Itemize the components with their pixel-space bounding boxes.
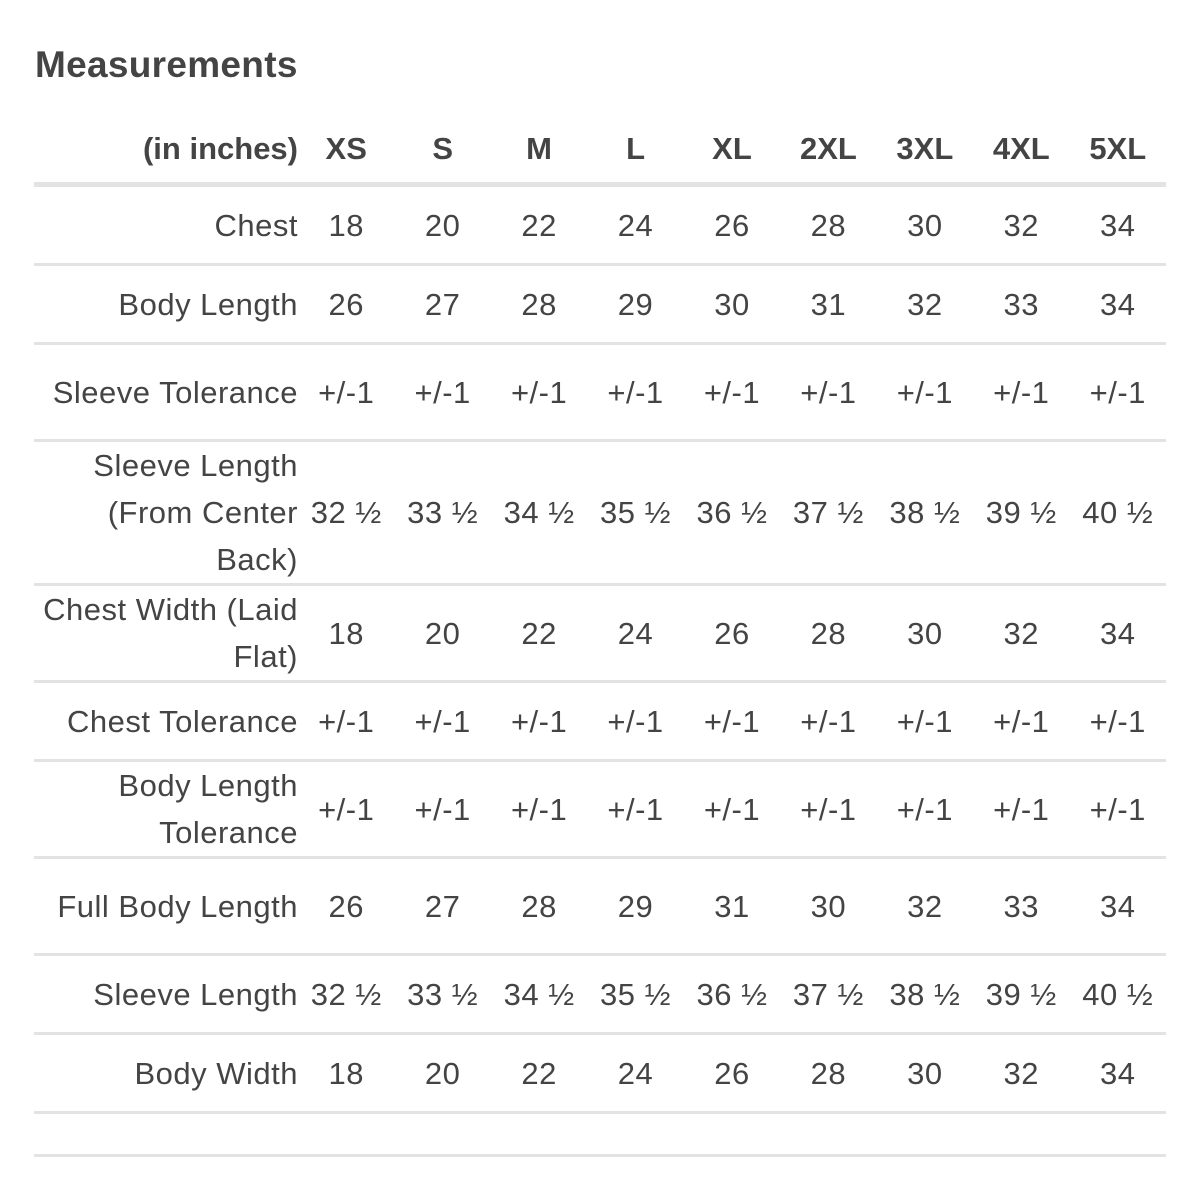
measurement-cell: +/-1 bbox=[587, 344, 683, 441]
measurement-cell: 29 bbox=[587, 858, 683, 955]
measurement-cell: 40 ½ bbox=[1070, 441, 1167, 585]
measurement-cell: +/-1 bbox=[684, 761, 780, 858]
measurement-cell: 33 ½ bbox=[394, 955, 490, 1034]
measurement-cell: +/-1 bbox=[684, 682, 780, 761]
measurement-cell: 24 bbox=[587, 185, 683, 265]
measurement-cell: 33 bbox=[973, 858, 1069, 955]
measurement-cell: 24 bbox=[587, 585, 683, 682]
measurement-cell: 20 bbox=[394, 185, 490, 265]
measurement-cell: 40 ½ bbox=[1070, 955, 1167, 1034]
measurement-cell: 34 bbox=[1070, 265, 1167, 344]
unit-header: (in inches) bbox=[34, 116, 298, 185]
page-title: Measurements bbox=[35, 44, 298, 85]
measurement-cell: 34 ½ bbox=[491, 441, 587, 585]
measurement-cell: 22 bbox=[491, 1034, 587, 1113]
row-label: Body Length bbox=[34, 265, 298, 344]
measurement-cell: +/-1 bbox=[587, 682, 683, 761]
size-header: M bbox=[491, 116, 587, 185]
row-label: Sleeve Length (From Center Back) bbox=[34, 441, 298, 585]
measurement-cell: 18 bbox=[298, 585, 394, 682]
size-header: XS bbox=[298, 116, 394, 185]
measurement-cell: +/-1 bbox=[780, 682, 876, 761]
measurement-cell: 29 bbox=[587, 265, 683, 344]
measurement-cell: 24 bbox=[587, 1034, 683, 1113]
measurement-cell: +/-1 bbox=[394, 682, 490, 761]
row-label: Chest Tolerance bbox=[34, 682, 298, 761]
measurement-cell: 26 bbox=[298, 858, 394, 955]
measurement-cell: +/-1 bbox=[394, 344, 490, 441]
measurement-cell: 34 bbox=[1070, 585, 1167, 682]
measurement-cell: +/-1 bbox=[780, 761, 876, 858]
empty-cell bbox=[298, 1113, 394, 1156]
measurement-cell: +/-1 bbox=[684, 344, 780, 441]
measurement-cell: 26 bbox=[298, 265, 394, 344]
measurement-cell: 26 bbox=[684, 1034, 780, 1113]
measurement-cell: 32 bbox=[973, 185, 1069, 265]
row-label: Full Body Length bbox=[34, 858, 298, 955]
measurement-cell: +/-1 bbox=[491, 682, 587, 761]
measurement-cell: 32 bbox=[973, 1034, 1069, 1113]
empty-cell bbox=[780, 1113, 876, 1156]
measurement-cell: 28 bbox=[491, 265, 587, 344]
measurement-cell: 18 bbox=[298, 185, 394, 265]
measurement-cell: 27 bbox=[394, 858, 490, 955]
measurement-cell: 34 bbox=[1070, 858, 1167, 955]
measurement-cell: +/-1 bbox=[877, 344, 973, 441]
measurement-cell: 28 bbox=[780, 1034, 876, 1113]
measurements-table-container bbox=[34, 116, 1166, 1157]
row-label: Body Length Tolerance bbox=[34, 761, 298, 858]
measurement-cell: 37 ½ bbox=[780, 441, 876, 585]
empty-cell bbox=[973, 1113, 1069, 1156]
header-row bbox=[34, 116, 1166, 185]
empty-cell bbox=[491, 1113, 587, 1156]
measurement-cell: +/-1 bbox=[1070, 344, 1167, 441]
measurement-cell: 28 bbox=[491, 858, 587, 955]
measurement-cell: 32 bbox=[877, 858, 973, 955]
measurement-cell: +/-1 bbox=[587, 761, 683, 858]
measurement-cell: 28 bbox=[780, 185, 876, 265]
measurement-cell: 30 bbox=[780, 858, 876, 955]
measurement-cell: +/-1 bbox=[298, 761, 394, 858]
table-row bbox=[34, 955, 1166, 1034]
measurement-cell: +/-1 bbox=[1070, 761, 1167, 858]
table-row bbox=[34, 344, 1166, 441]
empty-cell bbox=[34, 1113, 298, 1156]
table-header bbox=[34, 116, 1166, 185]
empty-row bbox=[34, 1113, 1166, 1156]
size-header: S bbox=[394, 116, 490, 185]
row-label: Body Width bbox=[34, 1034, 298, 1113]
empty-cell bbox=[684, 1113, 780, 1156]
size-header: 2XL bbox=[780, 116, 876, 185]
measurement-cell: 36 ½ bbox=[684, 441, 780, 585]
measurement-cell: +/-1 bbox=[877, 761, 973, 858]
measurement-cell: +/-1 bbox=[973, 682, 1069, 761]
measurement-cell: 31 bbox=[780, 265, 876, 344]
measurement-cell: 37 ½ bbox=[780, 955, 876, 1034]
measurement-cell: +/-1 bbox=[491, 761, 587, 858]
measurement-cell: +/-1 bbox=[491, 344, 587, 441]
measurement-cell: 38 ½ bbox=[877, 441, 973, 585]
measurement-cell: 20 bbox=[394, 1034, 490, 1113]
measurement-cell: +/-1 bbox=[1070, 682, 1167, 761]
row-label: Chest bbox=[34, 185, 298, 265]
measurement-cell: 33 bbox=[973, 265, 1069, 344]
measurement-cell: 28 bbox=[780, 585, 876, 682]
row-label: Sleeve Tolerance bbox=[34, 344, 298, 441]
size-header: XL bbox=[684, 116, 780, 185]
table-row bbox=[34, 185, 1166, 265]
measurement-cell: 34 bbox=[1070, 185, 1167, 265]
measurement-cell: 30 bbox=[684, 265, 780, 344]
table-row bbox=[34, 858, 1166, 955]
measurement-cell: 34 bbox=[1070, 1034, 1167, 1113]
empty-cell bbox=[877, 1113, 973, 1156]
measurement-cell: 35 ½ bbox=[587, 955, 683, 1034]
measurement-cell: 38 ½ bbox=[877, 955, 973, 1034]
measurement-cell: 32 ½ bbox=[298, 441, 394, 585]
table-row bbox=[34, 1034, 1166, 1113]
table-row bbox=[34, 265, 1166, 344]
row-label: Chest Width (Laid Flat) bbox=[34, 585, 298, 682]
table-row bbox=[34, 441, 1166, 585]
measurement-cell: 33 ½ bbox=[394, 441, 490, 585]
table-row bbox=[34, 682, 1166, 761]
measurement-cell: 36 ½ bbox=[684, 955, 780, 1034]
measurement-cell: +/-1 bbox=[298, 682, 394, 761]
measurement-cell: +/-1 bbox=[973, 344, 1069, 441]
size-header: 5XL bbox=[1070, 116, 1167, 185]
measurement-cell: 30 bbox=[877, 185, 973, 265]
row-label: Sleeve Length bbox=[34, 955, 298, 1034]
size-header: 4XL bbox=[973, 116, 1069, 185]
measurement-cell: 26 bbox=[684, 585, 780, 682]
measurement-cell: +/-1 bbox=[780, 344, 876, 441]
measurement-cell: +/-1 bbox=[298, 344, 394, 441]
measurement-cell: 30 bbox=[877, 585, 973, 682]
measurement-cell: 39 ½ bbox=[973, 955, 1069, 1034]
table-row bbox=[34, 761, 1166, 858]
measurement-cell: 18 bbox=[298, 1034, 394, 1113]
empty-cell bbox=[587, 1113, 683, 1156]
table-body bbox=[34, 185, 1166, 1156]
measurement-cell: 32 ½ bbox=[298, 955, 394, 1034]
empty-cell bbox=[1070, 1113, 1167, 1156]
measurement-cell: 39 ½ bbox=[973, 441, 1069, 585]
size-header: 3XL bbox=[877, 116, 973, 185]
table-row bbox=[34, 585, 1166, 682]
measurement-cell: 32 bbox=[877, 265, 973, 344]
empty-cell bbox=[394, 1113, 490, 1156]
measurement-cell: 27 bbox=[394, 265, 490, 344]
measurements-table bbox=[34, 116, 1166, 1157]
measurement-cell: 31 bbox=[684, 858, 780, 955]
measurement-cell: 20 bbox=[394, 585, 490, 682]
measurement-cell: 32 bbox=[973, 585, 1069, 682]
measurement-cell: +/-1 bbox=[394, 761, 490, 858]
measurement-cell: 35 ½ bbox=[587, 441, 683, 585]
measurement-cell: 26 bbox=[684, 185, 780, 265]
size-header: L bbox=[587, 116, 683, 185]
measurement-cell: 22 bbox=[491, 585, 587, 682]
measurement-cell: +/-1 bbox=[877, 682, 973, 761]
measurement-cell: 30 bbox=[877, 1034, 973, 1113]
measurement-cell: 22 bbox=[491, 185, 587, 265]
measurement-cell: +/-1 bbox=[973, 761, 1069, 858]
measurement-cell: 34 ½ bbox=[491, 955, 587, 1034]
